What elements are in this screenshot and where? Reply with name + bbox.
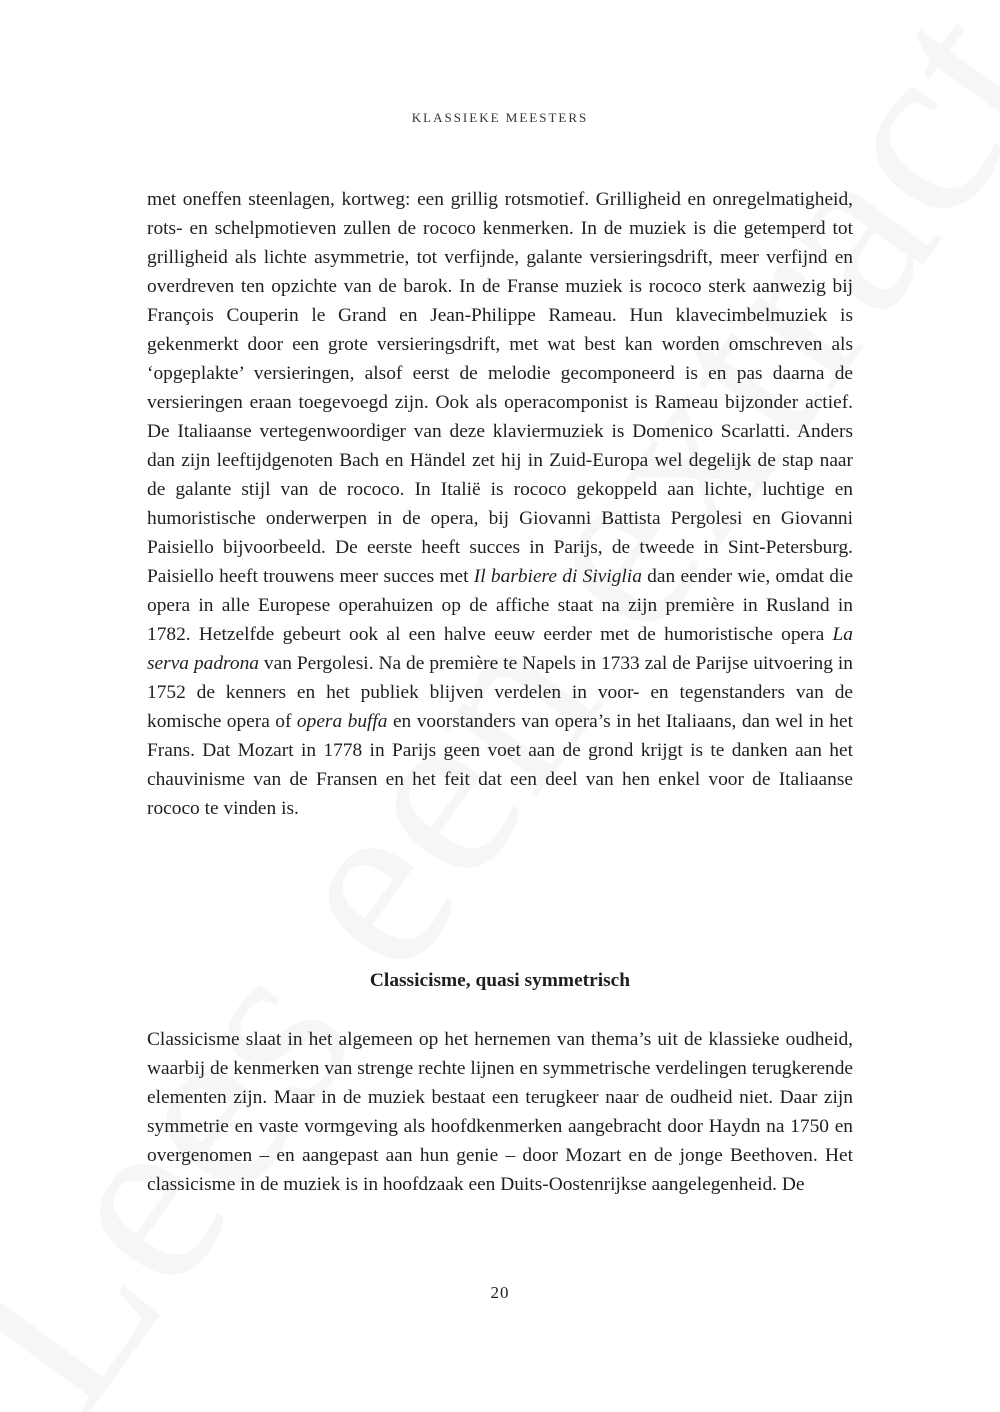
body-paragraph-2 xyxy=(147,1025,853,1199)
opera-title-la-serva-padrona: La serva padrona xyxy=(147,624,853,674)
paragraph-text: van Pergolesi. Na de première te Napels in 1733 zal de Parijse uitvoering in 1752 de kenners en het publiek blijven verdelen in voor- en tegenstanders van de komische opera of xyxy=(147,653,853,732)
paragraph-text: met oneffen steenlagen, kortweg: een grillig rotsmotief. Grilligheid en onregelmatigheid, rots- en schelpmotieven zullen de rococo kenmerken. In de muziek is die getemperd tot grilligheid als lichte asymmetrie, tot verfijnde, galante versieringsdrift, meer verfijnd en overdreven ten opzichte van de barok. In de Franse muziek is rococo sterk aanwezig bij François Couperin le Grand en Jean-Philippe Rameau. Hun klavecimbelmuziek is gekenmerkt door een grote versieringsdrift, met wat best kan worden omschreven als ‘opgeplakte’ versieringen, alsof eerst de melodie gecomponeerd is en pas daarna de versieringen eraan toegevoegd zijn. Ook als operacomponist is Rameau bijzonder actief. De Italiaanse vertegenwoordiger van deze klaviermuziek is Domenico Scarlatti. Anders dan zijn leeftijdgenoten Bach en Händel zet hij in Zuid-Europa wel degelijk de stap naar de galante stijl van de rococo. In Italië is rococo gekoppeld aan lichte, luchtige en humoristische onderwerpen in de opera, bij Giovanni Battista Pergolesi en Giovanni Paisiello bijvoorbeeld. De eerste heeft succes in Parijs, de tweede in Sint-Petersburg. Paisiello heeft trouwens meer succes met xyxy=(147,189,853,587)
paragraph-text: dan eender wie, omdat die opera in alle Europese operahuizen op de affiche staat na zijn première in Rusland in 1782. Hetzelfde gebeurt ook al een halve eeuw eerder met de humoristische opera xyxy=(147,566,853,645)
opera-title-il-barbiere: Il barbiere di Siviglia xyxy=(473,566,642,587)
section-heading: Classicisme, quasi symmetrisch xyxy=(369,970,631,991)
page-number: 20 xyxy=(490,1283,510,1302)
running-head: KLASSIEKE MEESTERS xyxy=(411,110,589,125)
paragraph-text: Classicisme slaat in het algemeen op het hernemen van thema’s uit de klassieke oudheid, waarbij de kenmerken van strenge rechte lijnen en symmetrische verdelingen terugkerende elementen zijn. Maar in de muziek bestaat een terugkeer naar de oudheid niet. Daar zijn symmetrie en vaste vormgeving als hoofdkenmerken aangebracht door Haydn na 1750 en overgenomen – en aangepast aan hun genie – door Mozart en de jonge Beethoven. Het classicisme in de muziek is in hoofdzaak een Duits-Oostenrijkse aangelegenheid. De xyxy=(147,1029,853,1195)
body-paragraph-1 xyxy=(147,185,853,823)
paragraph-text: en voorstanders van opera’s in het Italiaans, dan wel in het Frans. Dat Mozart in 1778 in Parijs geen voet aan de grond krijgt is te danken aan het chauvinisme van de Fransen en het feit dat een deel van hen enkel voor de Italiaanse rococo te vinden is. xyxy=(147,711,853,819)
term-opera-buffa: opera buffa xyxy=(296,711,388,732)
